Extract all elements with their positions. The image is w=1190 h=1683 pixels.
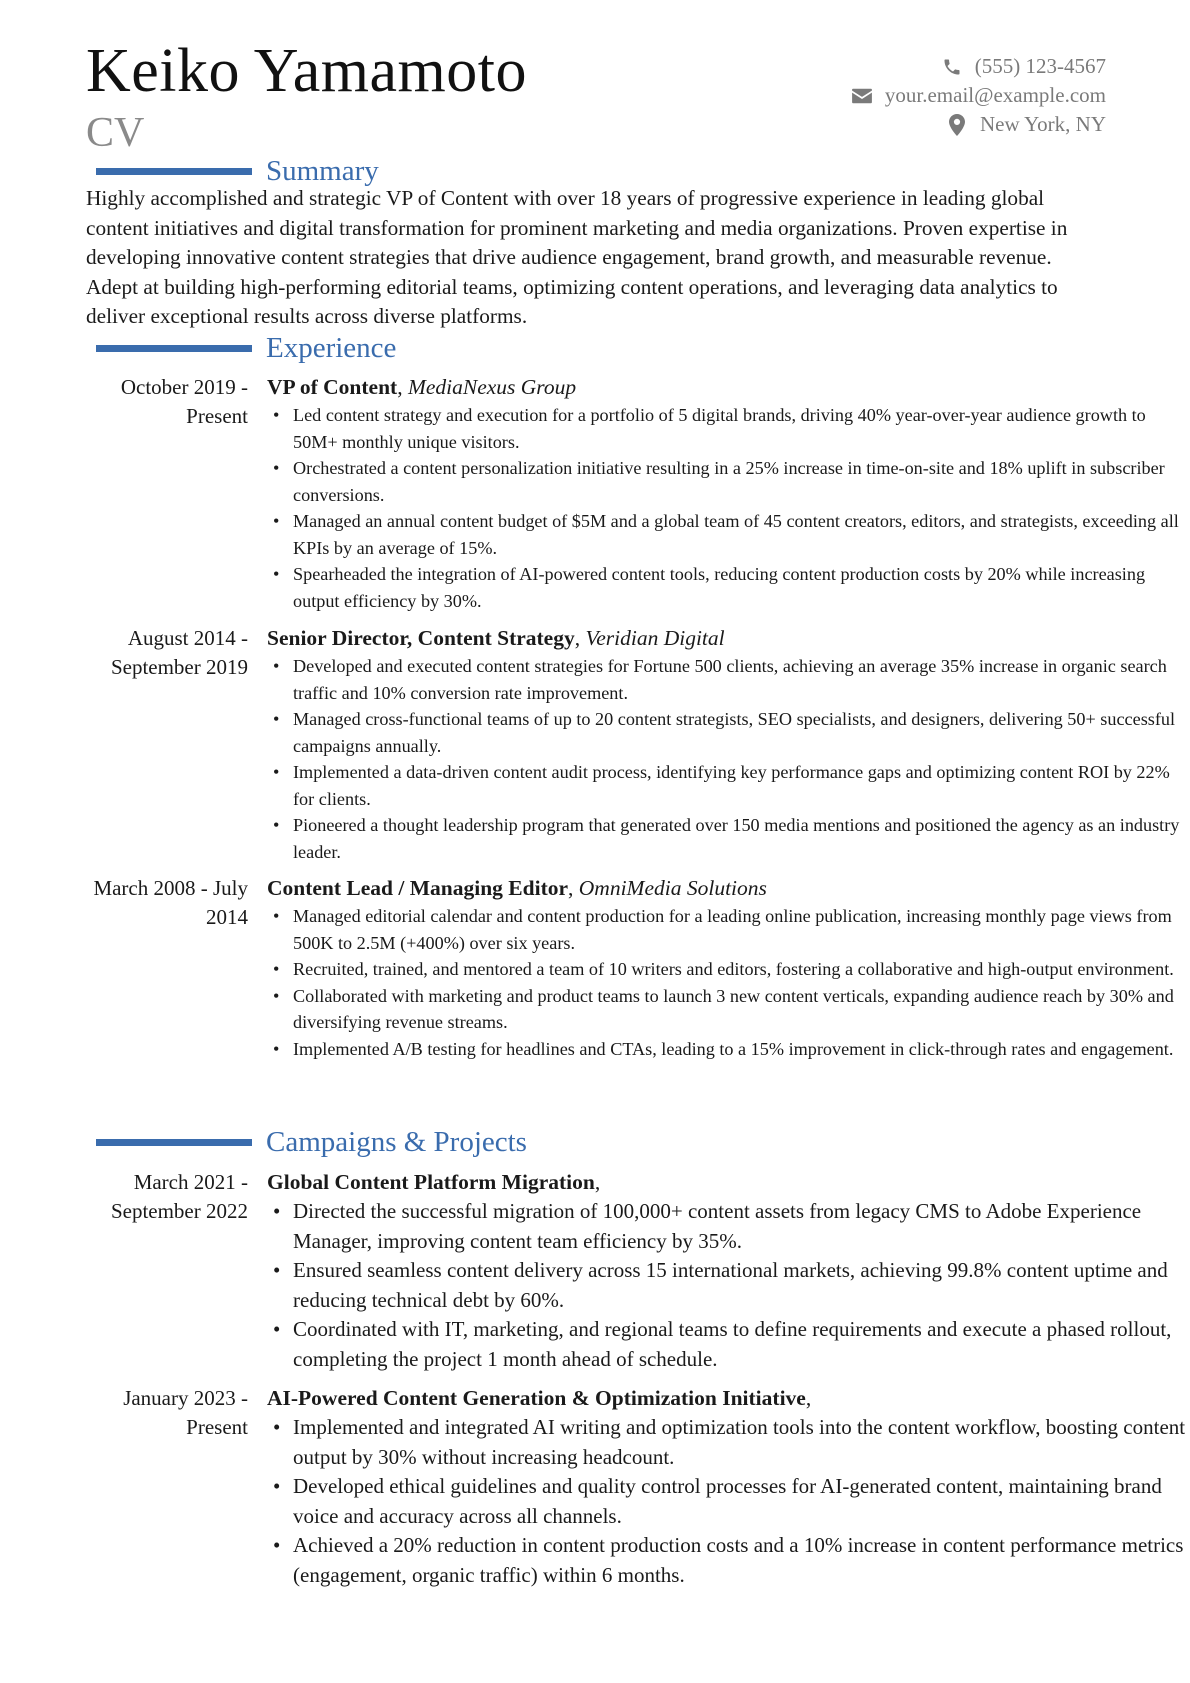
project-date: March 2021 - September 2022 (110, 1170, 248, 1223)
list-item: • Pioneered a thought leadership program that generated over 150 media mentions and positioned the agency as an industry leader. (267, 812, 1187, 865)
section-title: Experience (266, 331, 397, 364)
list-item: • Developed and executed content strategies for Fortune 500 clients, achieving an average 35% increase in organic search traffic and 10% conversion rate improvement. (267, 653, 1187, 706)
job-company: Veridian Digital (585, 626, 725, 650)
phone-icon (941, 56, 963, 78)
job-header: Senior Director, Content Strategy, Veridian Digital (267, 626, 725, 650)
list-item: • Directed the successful migration of 100,000+ content assets from legacy CMS to Adobe Experience Manager, improving content team efficiency by 35%. (267, 1197, 1187, 1256)
list-item: • Spearheaded the integration of AI-powered content tools, reducing content production costs by 20% while increasing output efficiency by 30%. (267, 561, 1187, 614)
project-name: AI-Powered Content Generation & Optimization Initiative (267, 1386, 806, 1410)
list-item: • Orchestrated a content personalization initiative resulting in a 25% increase in time-on-site and 18% uplift in subscriber conversions. (267, 455, 1187, 508)
list-item: • Developed ethical guidelines and quality control processes for AI-generated content, maintaining brand voice and accuracy across all channels. (267, 1472, 1187, 1531)
email-text: your.email@example.com (884, 83, 1106, 107)
list-item: • Managed an annual content budget of $5M and a global team of 45 content creators, editors, and strategists, exceeding all KPIs by an average of 15%. (267, 508, 1187, 561)
section-rule (96, 345, 252, 352)
project-header: AI-Powered Content Generation & Optimization Initiative, (267, 1386, 812, 1410)
envelope-icon (851, 85, 873, 107)
section-title: Campaigns & Projects (266, 1125, 527, 1158)
project-bullets (267, 1197, 1187, 1374)
list-item: • Managed cross-functional teams of up to 20 content strategists, SEO specialists, and designers, delivering 50+ successful campaigns annually. (267, 706, 1187, 759)
map-marker-icon (946, 114, 968, 136)
list-item: • Led content strategy and execution for a portfolio of 5 digital brands, driving 40% year-over-year audience growth to 50M+ monthly unique visitors. (267, 402, 1187, 455)
job-date: March 2008 - July 2014 (93, 876, 248, 929)
section-rule (96, 1139, 252, 1146)
list-item: • Collaborated with marketing and product teams to launch 3 new content verticals, expanding audience reach by 30% and diversifying revenue streams. (267, 983, 1187, 1036)
job-role: Content Lead / Managing Editor (267, 876, 569, 900)
project-header: Global Content Platform Migration, (267, 1170, 601, 1194)
contact-email (851, 81, 1106, 110)
list-item: • Implemented a data-driven content audit process, identifying key performance gaps and optimizing content ROI by 22% for clients. (267, 759, 1187, 812)
summary-heading (96, 154, 379, 188)
person-name: Keiko Yamamoto (86, 37, 527, 105)
section-rule (96, 168, 252, 175)
job-header: VP of Content, MediaNexus Group (267, 375, 577, 399)
project-bullets (267, 1413, 1187, 1590)
job-bullets (267, 402, 1187, 614)
list-item: • Achieved a 20% reduction in content production costs and a 10% increase in content performance metrics (engagement, organic traffic) within 6 months. (267, 1531, 1187, 1590)
list-item: • Managed editorial calendar and content production for a leading online publication, increasing monthly page views from 500K to 2.5M (+400%) over six years. (267, 903, 1187, 956)
document-subtitle: CV (86, 110, 145, 156)
experience-heading (96, 331, 396, 365)
job-bullets (267, 653, 1187, 865)
job-bullets (267, 903, 1187, 1062)
list-item: • Implemented A/B testing for headlines and CTAs, leading to a 15% improvement in click-through rates and engagement. (267, 1036, 1187, 1063)
section-title: Summary (266, 154, 379, 187)
job-role: VP of Content (267, 375, 398, 399)
summary-text: Highly accomplished and strategic VP of Content with over 18 years of progressive experience in leading global content initiatives and digital transformation for prominent marketing and media organizations. Proven expertise in developing innovative content strategies that drive audience engagement, brand growth, and measurable revenue. Adept at building high-performing editorial teams, optimizing content operations, and leveraging data analytics to deliver exceptional results across diverse platforms. (86, 186, 1068, 328)
contact-location (851, 110, 1106, 139)
phone-text: (555) 123-4567 (974, 54, 1106, 78)
project-name: Global Content Platform Migration (267, 1170, 595, 1194)
list-item: • Ensured seamless content delivery across 15 international markets, achieving 99.8% content uptime and reducing technical debt by 60%. (267, 1256, 1187, 1315)
project-date: January 2023 - Present (123, 1386, 248, 1439)
contact-block (851, 52, 1106, 139)
list-item: • Recruited, trained, and mentored a team of 10 writers and editors, fostering a collaborative and high-output environment. (267, 956, 1187, 983)
job-company: OmniMedia Solutions (578, 876, 767, 900)
list-item: • Coordinated with IT, marketing, and regional teams to define requirements and execute a phased rollout, completing the project 1 month ahead of schedule. (267, 1315, 1187, 1374)
list-item: • Implemented and integrated AI writing and optimization tools into the content workflow, boosting content output by 30% without increasing headcount. (267, 1413, 1187, 1472)
job-date: August 2014 - September 2019 (110, 626, 248, 679)
location-text: New York, NY (979, 112, 1106, 136)
job-role: Senior Director, Content Strategy (267, 626, 575, 650)
job-header: Content Lead / Managing Editor, OmniMedia Solutions (267, 876, 767, 900)
contact-phone (851, 52, 1106, 81)
projects-heading (96, 1125, 527, 1159)
job-date: October 2019 - Present (120, 375, 248, 428)
job-company: MediaNexus Group (407, 375, 577, 399)
